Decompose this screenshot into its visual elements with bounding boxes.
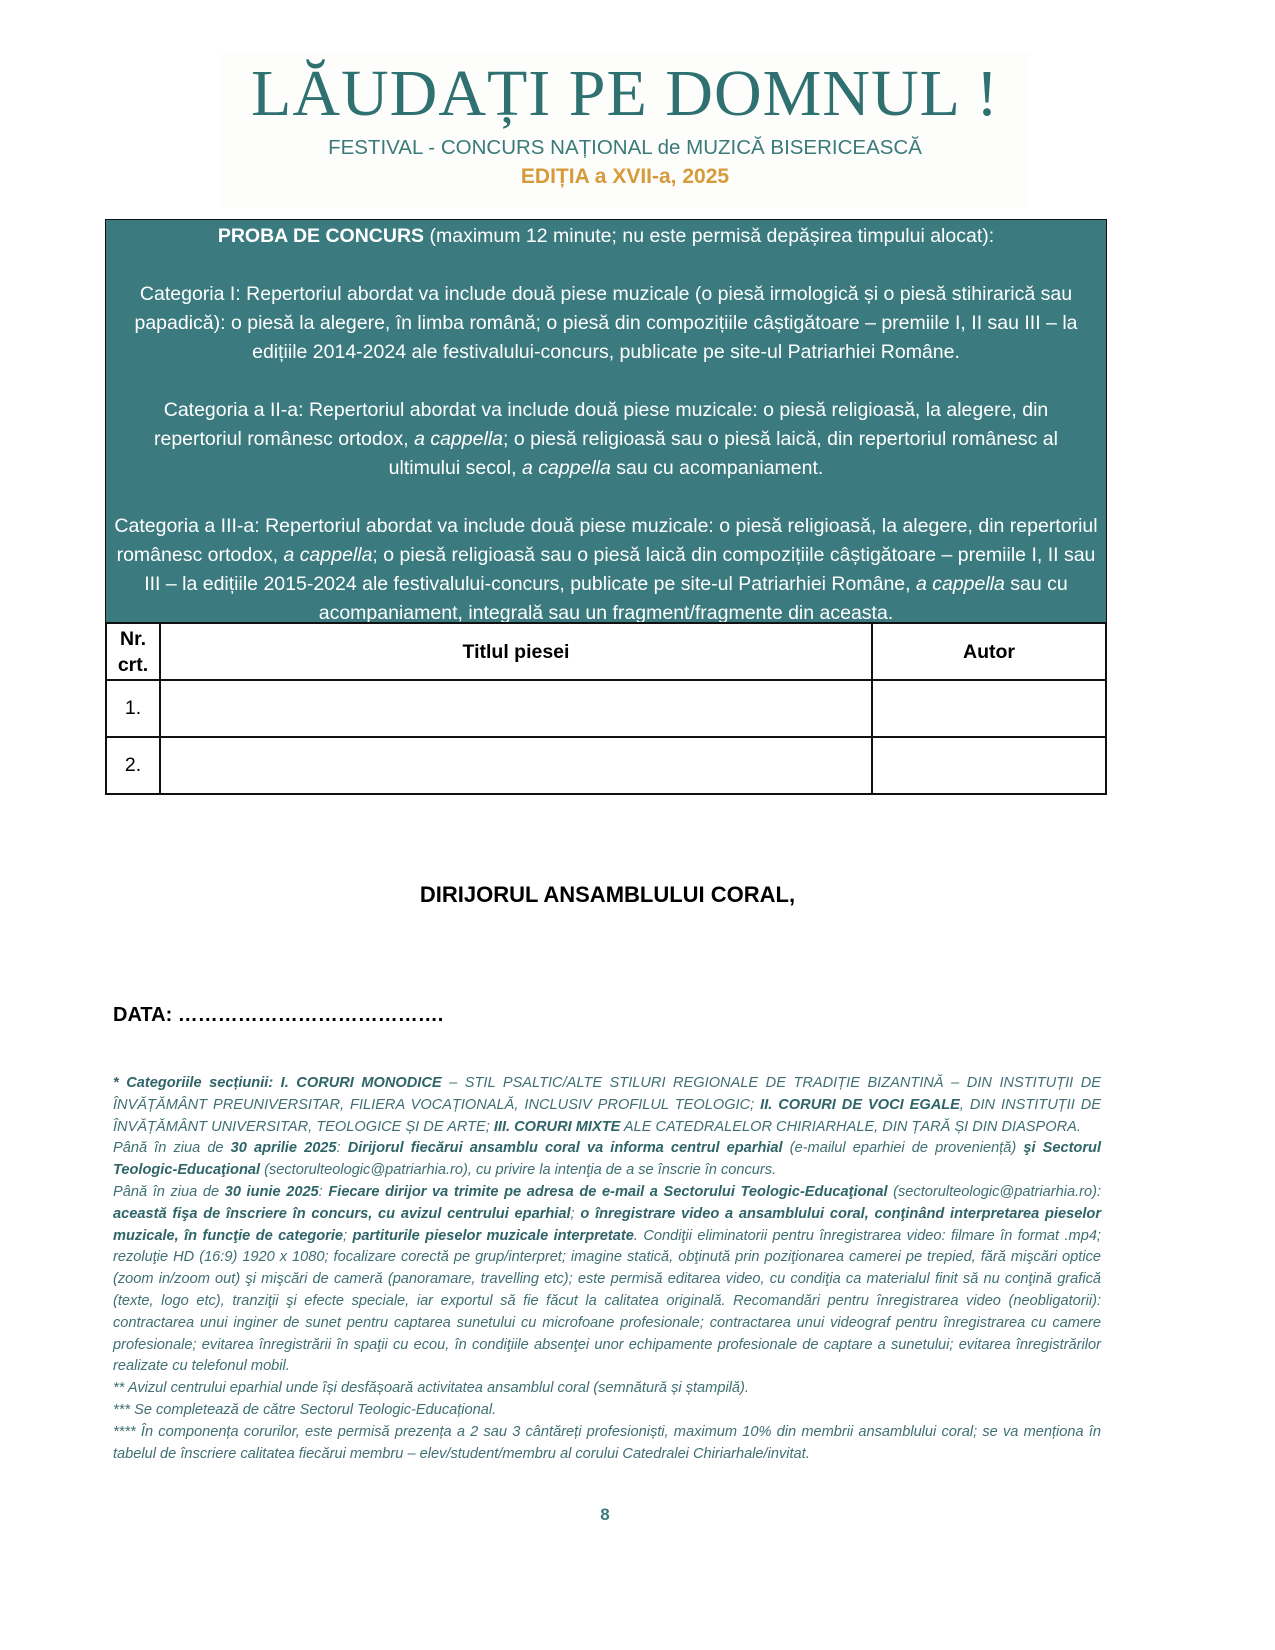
fn-bold: Categoriile secțiunii: I. CORURI MONODICE <box>126 1075 442 1091</box>
footnote-june <box>113 1182 1101 1378</box>
category-3 <box>106 512 1106 628</box>
fn-text: (e-mailul eparhiei de proveniență) <box>782 1140 1024 1157</box>
fn-text: ; <box>570 1205 581 1222</box>
fn-text: ; <box>343 1227 353 1244</box>
footnote-2: ** Avizul centrului eparhial unde își desfășoară activitatea ansamblul coral (semnătură și ștampilă). <box>113 1380 749 1397</box>
fn-bold: această fişa de înscriere în concurs, cu avizul centrului eparhial <box>113 1205 571 1222</box>
festival-logo <box>220 52 1030 207</box>
fn-text: : <box>318 1183 329 1200</box>
fn-text: Până în ziua de <box>113 1140 231 1157</box>
table-row <box>106 680 1106 737</box>
proba-heading-rest: (maximum 12 minute; nu este permisă depășirea timpului alocat): <box>424 225 995 247</box>
fn-bold: Dirijorul fiecărui ansamblu coral va informa centrul eparhial <box>347 1140 783 1157</box>
row-title-cell[interactable] <box>160 737 872 794</box>
row-author-cell[interactable] <box>872 737 1106 794</box>
footnote-categories <box>113 1073 1101 1138</box>
date-field[interactable]: DATA: …………………………………. <box>113 1004 444 1026</box>
fn-text: ALE CATEDRALELOR CHIRIARHALE, DIN ȚARĂ ȘI DIN DIASPORA. <box>620 1118 1081 1135</box>
fn-text: : <box>336 1140 348 1157</box>
fn-bold: o înregistrare video a ansamblului coral, conţinând interpretarea pieselor muzicale, în funcţie de categorie <box>113 1205 1102 1244</box>
pieces-table <box>105 622 1107 795</box>
row-nr: 2. <box>106 737 160 794</box>
fn-bold: 30 aprilie 2025 <box>230 1140 337 1157</box>
fn-bold: 30 iunie 2025 <box>224 1183 319 1200</box>
cat2-italic: a cappella <box>521 457 611 479</box>
fn-bold: II. CORURI DE VOCI EGALE <box>760 1096 960 1113</box>
footnote-april <box>113 1138 1101 1182</box>
fn-text: (sectorulteologic@patriarhia.ro), cu privire la intenţia de a se înscrie în concurs. <box>260 1162 777 1179</box>
logo-title: LĂUDAȚI PE DOMNUL ! <box>251 57 999 130</box>
footnotes <box>113 1073 1101 1465</box>
conductor-label: DIRIJORUL ANSAMBLULUI CORAL, <box>419 882 796 907</box>
cat2-text: ; o piesă religioasă sau o piesă laică, din repertoriul românesc al ultimului secol, <box>388 428 1058 479</box>
page-number: 8 <box>600 1505 610 1524</box>
fn-bold: Fiecare dirijor va trimite pe adresa de e-mail a Sectorului Teologic-Educaţional <box>328 1183 888 1200</box>
fn-text: – STIL PSALTIC/ALTE STILURI REGIONALE DE TRADIȚIE BIZANTINĂ – DIN INSTITUȚII DE ÎNVĂȚĂMÂNT PREUNIVERSITAR, FILIERA VOCAȚIONALĂ, INCLUSIV PROFILUL TEOLOGIC; <box>113 1075 1101 1113</box>
row-title-cell[interactable] <box>160 680 872 737</box>
header-author: Autor <box>872 623 1106 680</box>
cat3-italic: a cappella <box>283 544 373 566</box>
fn-bold: şi Sectorul Teologic-Educaţional <box>113 1140 1102 1179</box>
row-author-cell[interactable] <box>872 680 1106 737</box>
row-nr: 1. <box>106 680 160 737</box>
header-title: Titlul piesei <box>160 623 872 680</box>
footnote-4: **** În componența corurilor, este permisă prezența a 2 sau 3 cântăreți profesioniști, maximum 10% din membrii ansamblului coral; se va menționa în tabelul de înscriere calitatea fiecărui membru – elev/student/membru al corului Catedralei Chiriarhale/invitat. <box>113 1423 1101 1462</box>
cat3-text: ; o piesă religioasă sau o piesă laică din compozițiile câștigătoare – premiile I, II sau III – la edițiile 2015-2024 ale festivalului-concurs, publicate pe site-ul Patriarhiei Române, <box>144 544 1096 595</box>
cat2-text: Categoria a II-a: Repertoriul abordat va include două piese muzicale: o piesă religioasă, la alegere, din repertoriul românesc ortodox, <box>153 399 1049 450</box>
fn-text: * <box>113 1075 127 1091</box>
proba-heading <box>106 222 1106 251</box>
logo-edition: EDIȚIA a XVII-a, 2025 <box>520 165 730 188</box>
category-1: Categoria I: Repertoriul abordat va include două piese muzicale (o piesă irmologică și o piesă stihirarică sau papadică): o piesă la alegere, în limba română; o piesă din compozițiile câștigătoare – premiile I, II sau III – la edițiile 2014-2024 ale festivalului-concurs, publicate pe site-ul Patriarhiei Române. <box>134 283 1078 363</box>
footnote-3: *** Se completează de către Sectorul Teologic-Educațional. <box>113 1401 497 1418</box>
fn-text: Până în ziua de <box>113 1183 225 1200</box>
cat3-italic: a cappella <box>915 573 1005 595</box>
fn-text: , DIN INSTITUȚII DE ÎNVĂȚĂMÂNT UNIVERSITAR, TEOLOGICE ȘI DE ARTE; <box>113 1096 1102 1135</box>
header-nr: Nr. crt. <box>106 623 160 680</box>
cat3-text: sau cu acompaniament, integrală sau un fragment/fragmente din aceasta. <box>318 573 1068 624</box>
proba-box <box>105 219 1107 623</box>
fn-text: (sectorulteologic@patriarhia.ro): <box>887 1183 1102 1200</box>
table-row <box>106 737 1106 794</box>
cat2-text: sau cu acompaniament. <box>610 457 824 479</box>
fn-bold: III. CORURI MIXTE <box>493 1118 621 1135</box>
table-header <box>106 623 1106 680</box>
fn-text: . Condiţii eliminatorii pentru înregistrarea video: filmare în format .mp4; rezoluţie HD (16:9) 1920 x 1080; focalizare corectă pe grup/interpret; imagine statică, obţinută prin poziţionarea camerei pe trepied, fără mişcări optice (zoom in/zoom out) şi mişcări de cameră (panoramare, travelling etc); este permisă editarea video, cu condiţia ca materialul finit să nu conţină grafică (texte, logo etc), tranziţii şi efecte speciale, iar exportul să fie făcut la calitatea originală. Recomandări pentru înregistrarea video (neobligatorii): contractarea unui inginer de sunet pentru captarea sunetului cu microfoane profesionale; contractarea unui videograf pentru înregistrarea cu camere profesionale; evitarea înregistrării în spaţii cu ecou, în condiţiile absenţei unor echipamente profesionale de captare a sunetului; evitarea înregistrărilor realizate cu telefonul mobil. <box>113 1227 1101 1375</box>
cat3-text: Categoria a III-a: Repertoriul abordat va include două piese muzicale: o piesă religioasă, la alegere, din repertoriul românesc ortodox, <box>114 515 1098 566</box>
category-2 <box>106 396 1106 483</box>
fn-bold: partiturile pieselor muzicale interpretate <box>352 1227 634 1244</box>
proba-heading-bold: PROBA DE CONCURS <box>217 225 425 247</box>
cat2-italic: a cappella <box>414 428 504 450</box>
logo-subtitle: FESTIVAL - CONCURS NAȚIONAL de MUZICĂ BISERICEASCĂ <box>328 136 922 159</box>
